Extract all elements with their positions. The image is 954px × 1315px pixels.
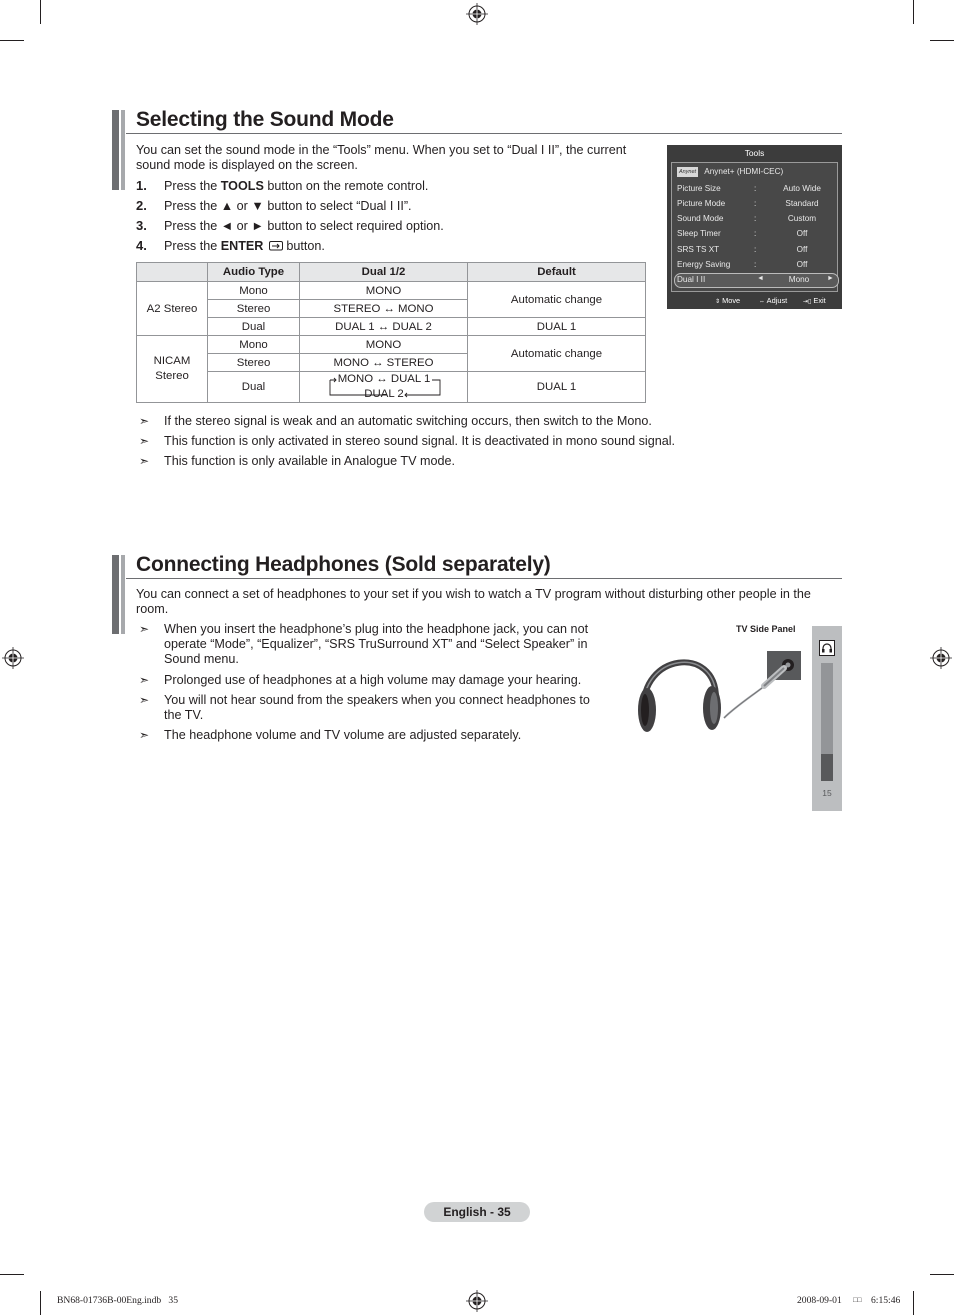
side-panel-number: 15	[822, 788, 832, 798]
right-arrow-icon: ►	[827, 275, 834, 282]
table-row	[137, 282, 646, 300]
tools-menu-item: Energy Saving : Off	[677, 260, 808, 269]
note-arrow-icon: ➣	[139, 673, 150, 687]
section-title: Selecting the Sound Mode	[136, 108, 394, 131]
anynet-row: Anynet Anynet+ (HDMI-CEC)	[678, 167, 784, 177]
footer-glyphs: □□	[853, 1296, 862, 1304]
tv-side-panel-label: TV Side Panel	[736, 624, 796, 634]
table-header	[137, 263, 208, 282]
enter-icon	[269, 240, 283, 251]
step-item: 1. Press the TOOLS button on the remote control.	[136, 178, 429, 193]
dual-cycle-line-1: MONO ↔ DUAL 1	[337, 373, 431, 385]
section-intro: You can set the sound mode in the “Tools” menu. When you set to “Dual I II”, the current sound mode is displayed on the screen.	[136, 143, 627, 172]
step-item: 4. Press the ENTER button.	[136, 238, 325, 253]
tools-menu-item: SRS TS XT : Off	[677, 245, 808, 254]
table-header: Dual 1/2	[300, 263, 468, 282]
note-arrow-icon: ➣	[139, 434, 150, 448]
section-title: Connecting Headphones (Sold separately)	[136, 553, 551, 576]
tools-menu-selected-row: Dual I II ◄ Mono ►	[677, 275, 834, 284]
page-number-badge: English - 35	[424, 1202, 530, 1222]
table-row	[137, 336, 646, 354]
move-hint: ⇕ Move	[715, 296, 741, 305]
table-cell: MONO ↔ STEREO	[300, 354, 468, 372]
tools-menu-item: Picture Size : Auto Wide	[677, 184, 821, 193]
crop-mark	[913, 1291, 914, 1315]
dual-cycle-line-2: DUAL 2	[364, 388, 404, 400]
table-row	[137, 372, 646, 403]
table-header: Default	[468, 263, 646, 282]
adjust-hint: ⇔ Adjust	[759, 296, 788, 305]
table-cell: Stereo	[208, 354, 300, 372]
table-cell: NICAM Stereo	[137, 336, 208, 403]
section-marker-bar	[112, 555, 126, 634]
table-cell: Mono	[208, 282, 300, 300]
registration-mark-icon	[466, 1290, 488, 1312]
step-item: 3. Press the ◄ or ► button to select required option.	[136, 218, 444, 233]
footer-file-name: BN68-01736B-00Eng.indb 35	[57, 1295, 178, 1306]
crop-mark	[930, 40, 954, 41]
side-panel-slot-dark	[821, 754, 833, 781]
leftright-arrow-icon: ⇔	[759, 299, 765, 305]
table-cell: DUAL 1 ↔ DUAL 2	[300, 318, 468, 336]
table-cell: MONO	[300, 336, 468, 354]
section-intro: You can connect a set of headphones to your set if you wish to watch a TV program without disturbing other people in the room.	[136, 587, 811, 616]
sound-mode-table	[136, 262, 646, 403]
table-cell: MONO	[300, 282, 468, 300]
note-arrow-icon: ➣	[139, 454, 150, 468]
table-cell: DUAL 1	[468, 318, 646, 336]
table-header-row	[137, 263, 646, 282]
crop-mark	[913, 0, 914, 24]
registration-mark-icon	[930, 647, 952, 669]
crop-mark	[930, 1274, 954, 1275]
table-cell: Automatic change	[468, 282, 646, 318]
table-cell: Mono	[208, 336, 300, 354]
registration-mark-icon	[2, 647, 24, 669]
left-arrow-icon: ◄	[757, 275, 764, 282]
table-cell: DUAL 1	[468, 372, 646, 403]
headphones-illustration	[634, 648, 806, 738]
tools-menu-screen	[667, 145, 842, 309]
note-arrow-icon: ➣	[139, 414, 150, 428]
note-arrow-icon: ➣	[139, 728, 150, 742]
table-cell: Stereo	[208, 300, 300, 318]
headphone-jack-icon	[819, 640, 835, 656]
section-rule	[126, 578, 842, 579]
table-cell: Automatic change	[468, 336, 646, 372]
exit-icon: ⇥▯	[803, 299, 812, 305]
step-number: 4.	[136, 238, 147, 253]
step-item: 2. Press the ▲ or ▼ button to select “Dual I II”.	[136, 198, 412, 213]
registration-mark-icon	[466, 3, 488, 25]
step-number: 1.	[136, 178, 147, 193]
crop-mark	[40, 1291, 41, 1315]
footer-date: 2008-09-01	[797, 1295, 842, 1306]
table-cell: Dual	[208, 372, 300, 403]
table-row	[137, 318, 646, 336]
table-cell: Dual	[208, 318, 300, 336]
table-cell: A2 Stereo	[137, 282, 208, 336]
note-arrow-icon: ➣	[139, 693, 150, 707]
anynet-logo: Anynet	[678, 169, 697, 175]
crop-mark	[0, 1274, 24, 1275]
tv-side-panel	[812, 626, 842, 811]
note-arrow-icon: ➣	[139, 622, 150, 636]
crop-mark	[0, 40, 24, 41]
section-marker-bar	[112, 110, 126, 190]
tools-menu-item: Sound Mode : Custom	[677, 214, 817, 223]
tools-menu-title: Tools	[744, 148, 765, 158]
table-cell: STEREO ↔ MONO	[300, 300, 468, 318]
footer-time: 6:15:46	[871, 1295, 901, 1306]
updown-arrow-icon: ⇕	[715, 299, 721, 305]
table-header: Audio Type	[208, 263, 300, 282]
crop-mark	[40, 0, 41, 24]
step-number: 3.	[136, 218, 147, 233]
tools-menu-item: Picture Mode : Standard	[677, 199, 819, 208]
step-number: 2.	[136, 198, 147, 213]
exit-hint: ⇥▯ Exit	[803, 296, 826, 305]
table-cell	[300, 372, 468, 403]
tools-menu-item: Sleep Timer : Off	[677, 229, 808, 238]
section-rule	[126, 133, 842, 134]
